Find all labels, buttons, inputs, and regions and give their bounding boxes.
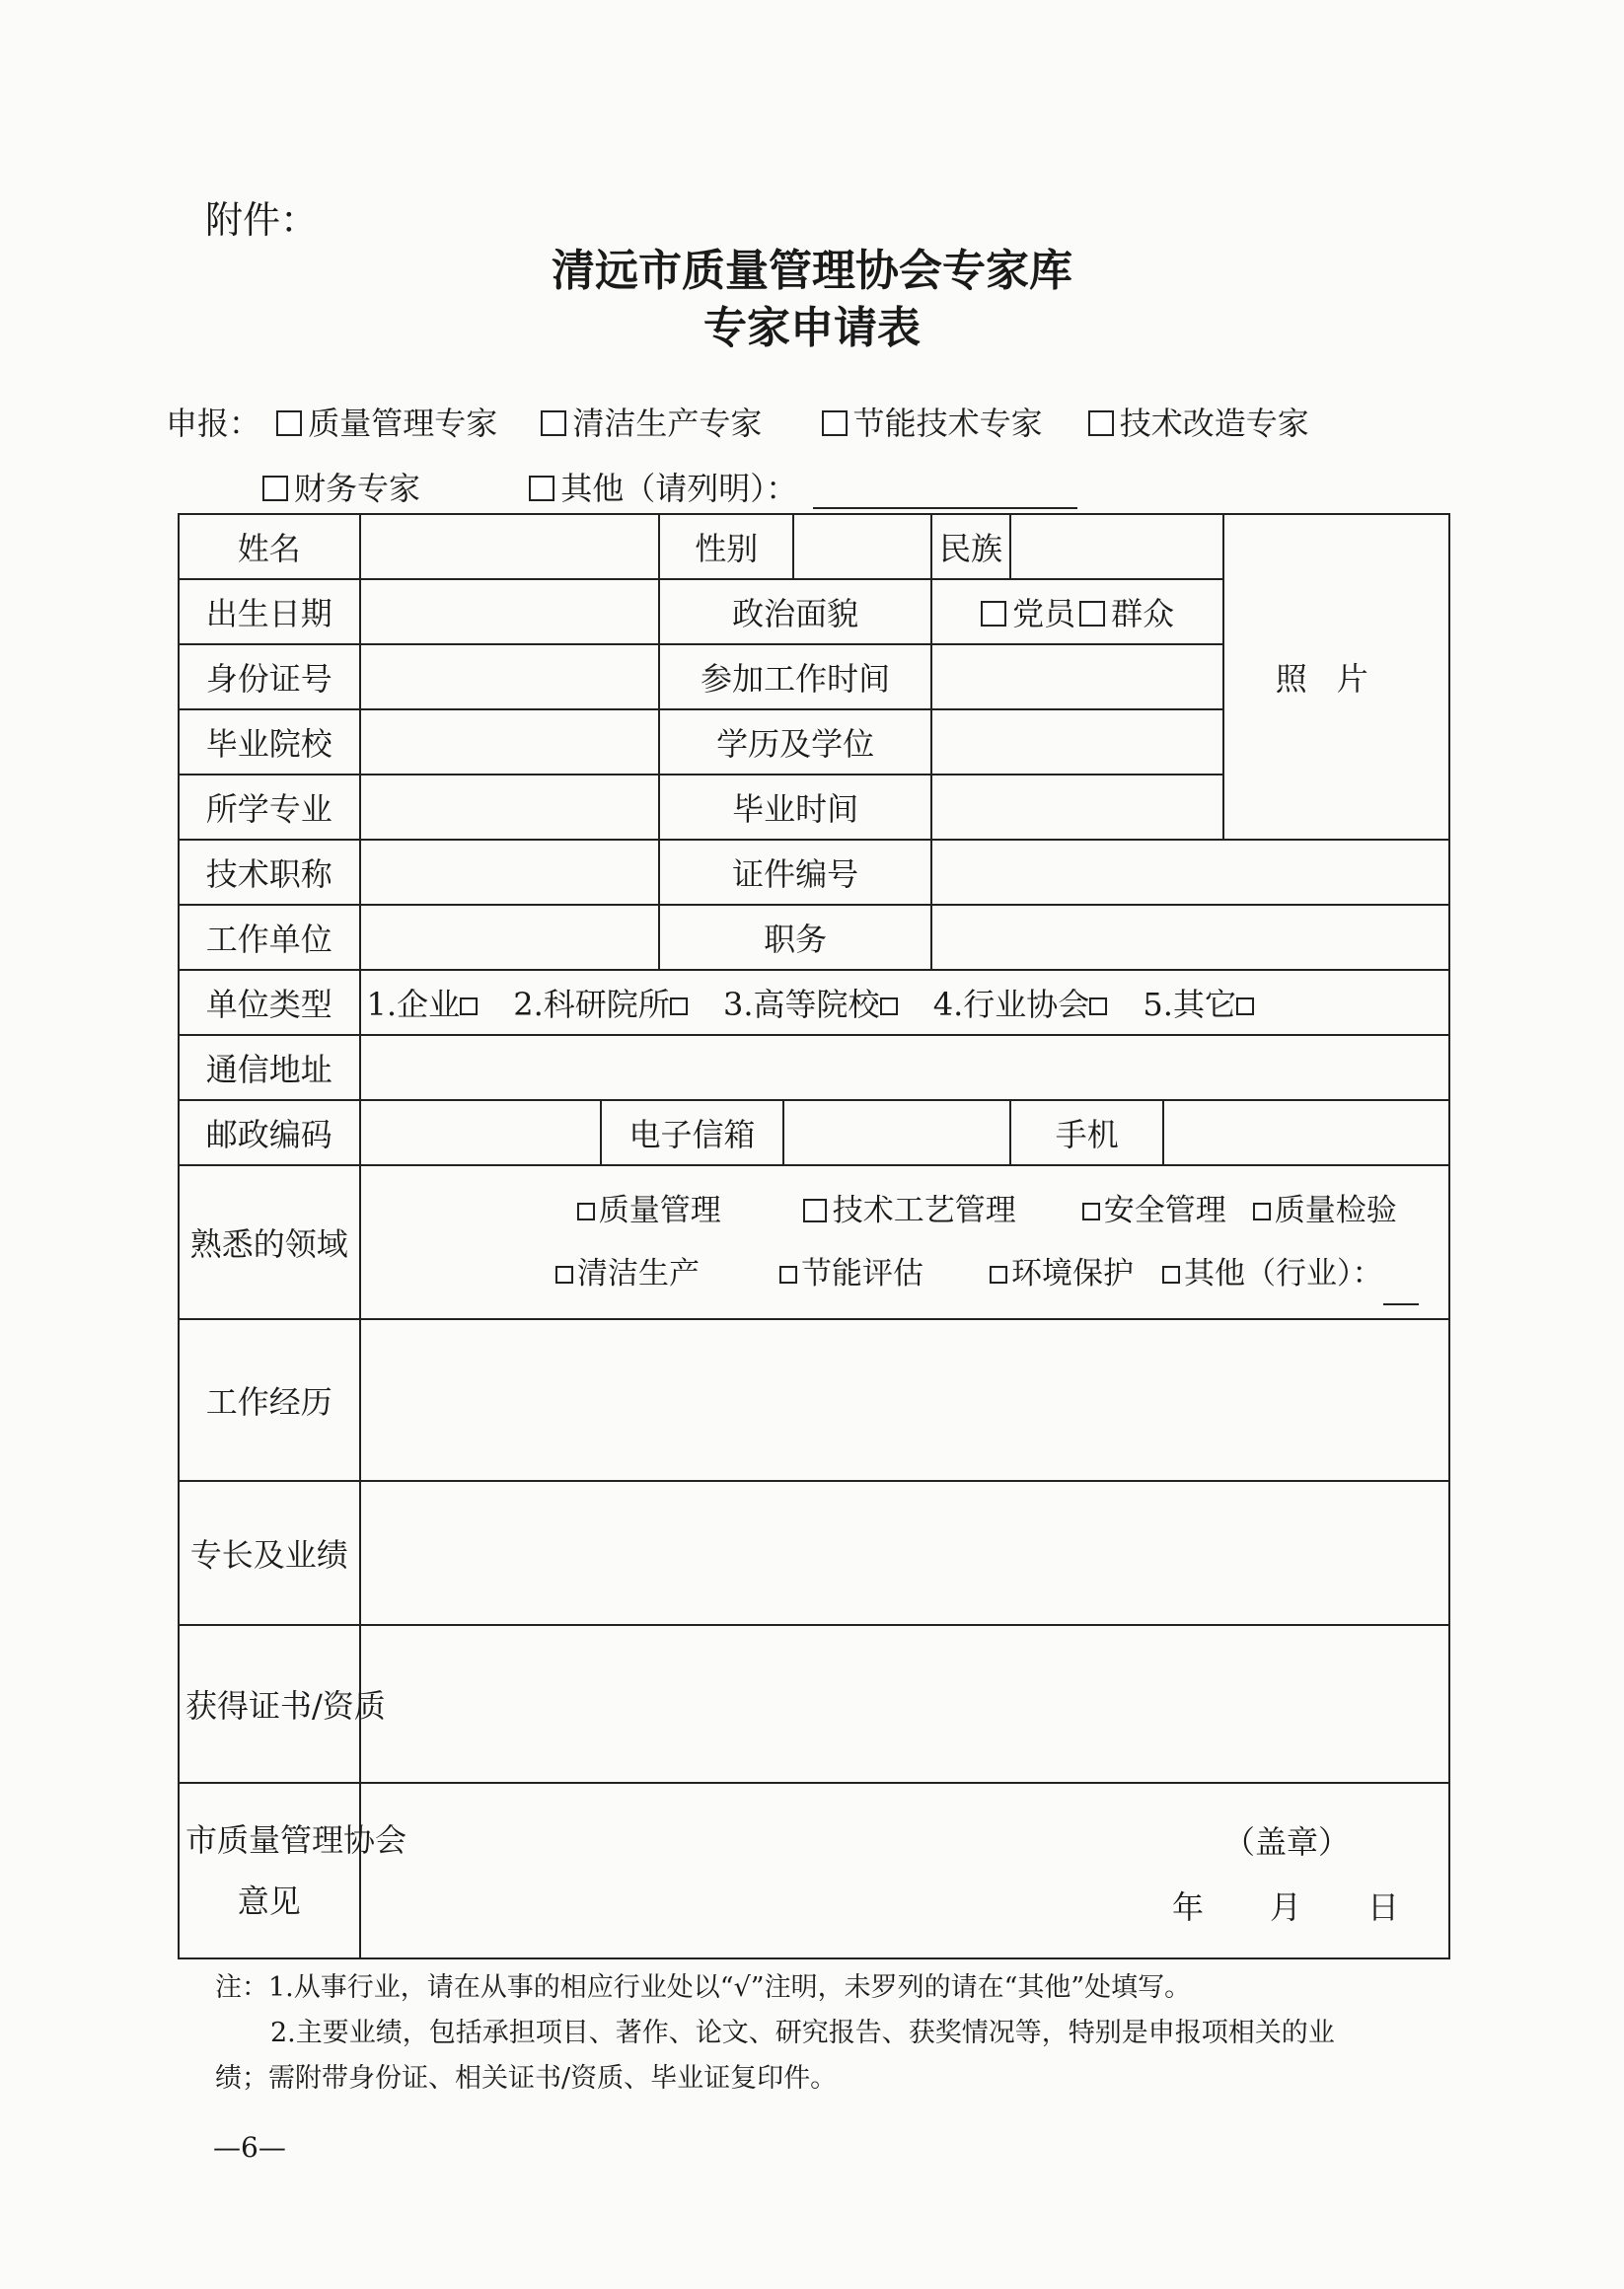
seal-text: （盖章） — [1222, 1823, 1350, 1861]
note-2: 2.主要业绩，包括承担项目、著作、论文、研究报告、获奖情况等，特别是申报项相关的业 — [270, 2018, 1335, 2048]
input-major[interactable] — [360, 775, 660, 840]
input-email[interactable] — [783, 1100, 1010, 1165]
input-id-number[interactable] — [360, 644, 660, 709]
input-birth-date[interactable] — [360, 579, 660, 644]
declare-row-2 — [262, 464, 1077, 509]
label-political-status: 政治面貌 — [659, 579, 930, 644]
input-school[interactable] — [360, 709, 660, 775]
input-gender[interactable] — [793, 514, 931, 579]
unit-type-option: 5.其它 — [1143, 986, 1236, 1023]
application-table — [178, 513, 1450, 1959]
label-unit-type: 单位类型 — [179, 970, 360, 1035]
opinion-area[interactable] — [360, 1783, 1449, 1958]
label-email: 电子信箱 — [601, 1100, 783, 1165]
label-position: 职务 — [659, 905, 930, 970]
label-degree: 学历及学位 — [659, 709, 930, 775]
field-option: 技术工艺管理 — [832, 1193, 1016, 1228]
unit-type-option: 4.行业协会 — [932, 986, 1090, 1023]
input-cert-no[interactable] — [931, 840, 1449, 905]
label-work-start: 参加工作时间 — [659, 644, 930, 709]
label-opinion — [179, 1783, 407, 1958]
checkbox[interactable] — [460, 997, 478, 1015]
checkbox[interactable] — [1082, 1203, 1100, 1220]
page-number: —6— — [213, 2131, 286, 2164]
input-work-start[interactable] — [931, 644, 1224, 709]
label-expertise-text: 专长及业绩 — [189, 1536, 348, 1574]
field-option: 其他（行业）： — [1184, 1256, 1383, 1292]
unit-type-option: 3.高等院校 — [722, 986, 880, 1023]
checkbox[interactable] — [670, 997, 688, 1015]
checkbox[interactable] — [262, 476, 288, 501]
checkbox[interactable] — [276, 410, 302, 436]
input-name[interactable] — [360, 514, 660, 579]
label-certificates — [179, 1625, 386, 1783]
opinion-label-line1: 市质量管理协会 — [185, 1821, 407, 1859]
checkbox[interactable] — [822, 410, 848, 436]
label-postcode: 邮政编码 — [179, 1100, 360, 1165]
input-experience[interactable] — [360, 1319, 1449, 1481]
checkbox-masses[interactable] — [1079, 601, 1105, 627]
field-option: 安全管理 — [1103, 1193, 1226, 1228]
declare-option: 财务专家 — [294, 470, 421, 507]
note-2-continued: 绩；需附带身份证、相关证书/资质、毕业证复印件。 — [215, 2063, 838, 2094]
input-expertise[interactable] — [360, 1481, 1449, 1625]
checkbox[interactable] — [1236, 997, 1254, 1015]
date-month: 月 — [1269, 1888, 1301, 1926]
label-name: 姓名 — [179, 514, 360, 579]
checkbox[interactable] — [990, 1266, 1007, 1284]
other-blank-line[interactable] — [813, 478, 1077, 509]
fields-options — [360, 1165, 1449, 1319]
label-employer: 工作单位 — [179, 905, 360, 970]
label-major: 所学专业 — [179, 775, 360, 840]
field-option: 质量检验 — [1274, 1193, 1397, 1228]
checkbox[interactable] — [1162, 1266, 1180, 1284]
notes — [215, 1965, 1458, 2102]
unit-type-options — [360, 970, 1449, 1035]
photo-label: 照片 — [1275, 660, 1398, 698]
label-experience-text: 工作经历 — [205, 1383, 332, 1421]
label-fields-text: 熟悉的领域 — [189, 1225, 348, 1263]
checkbox[interactable] — [803, 1199, 827, 1222]
label-grad-time: 毕业时间 — [659, 775, 930, 840]
input-mobile[interactable] — [1163, 1100, 1449, 1165]
checkbox[interactable] — [779, 1266, 797, 1284]
declare-option: 质量管理专家 — [308, 405, 498, 442]
field-option: 环境保护 — [1011, 1256, 1135, 1292]
label-birth-date: 出生日期 — [179, 579, 360, 644]
checkbox[interactable] — [541, 410, 566, 436]
checkbox[interactable] — [880, 997, 898, 1015]
checkbox[interactable] — [1253, 1203, 1271, 1220]
input-grad-time[interactable] — [931, 775, 1224, 840]
label-fields — [179, 1165, 360, 1319]
label-school: 毕业院校 — [179, 709, 360, 775]
checkbox[interactable] — [577, 1203, 595, 1220]
attachment-label: 附件： — [205, 198, 319, 242]
input-title[interactable] — [360, 840, 660, 905]
label-cert-no: 证件编号 — [659, 840, 930, 905]
field-option: 节能评估 — [801, 1256, 924, 1292]
input-degree[interactable] — [931, 709, 1224, 775]
input-ethnicity[interactable] — [1010, 514, 1223, 579]
photo-box[interactable] — [1223, 514, 1449, 840]
label-address: 通信地址 — [179, 1035, 360, 1100]
label-expertise — [179, 1481, 360, 1625]
field-option: 清洁生产 — [577, 1256, 701, 1292]
date-day: 日 — [1366, 1888, 1399, 1926]
input-address[interactable] — [360, 1035, 1449, 1100]
form-title: 清远市质量管理协会专家库 — [552, 246, 1072, 296]
date-year: 年 — [1172, 1888, 1205, 1926]
field-option: 质量管理 — [598, 1193, 721, 1228]
checkbox[interactable] — [1089, 997, 1107, 1015]
input-postcode[interactable] — [360, 1100, 602, 1165]
unit-type-option: 1.企业 — [366, 986, 461, 1023]
checkbox[interactable] — [1088, 410, 1114, 436]
declare-option: 清洁生产专家 — [572, 405, 763, 442]
form-subtitle: 专家申请表 — [703, 303, 921, 353]
input-certificates[interactable] — [360, 1625, 1449, 1783]
unit-type-option: 2.科研院所 — [513, 986, 670, 1023]
checkbox[interactable] — [555, 1266, 573, 1284]
declare-row-1 — [166, 399, 1309, 444]
opinion-label-line2: 意见 — [237, 1883, 301, 1920]
declare-option: 节能技术专家 — [852, 405, 1043, 442]
option-masses: 群众 — [1111, 595, 1175, 632]
label-ethnicity: 民族 — [931, 514, 1011, 579]
input-employer[interactable] — [360, 905, 660, 970]
declare-label: 申报： — [166, 405, 261, 442]
label-experience — [179, 1319, 360, 1481]
label-id-number: 身份证号 — [179, 644, 360, 709]
checkbox[interactable] — [529, 476, 554, 501]
label-title: 技术职称 — [179, 840, 360, 905]
date-line — [1172, 1883, 1399, 1928]
other-field-blank[interactable] — [1383, 1280, 1419, 1305]
option-party-member: 党员 — [1012, 595, 1076, 632]
political-options — [931, 579, 1224, 644]
note-1: 注：1.从事行业，请在从事的相应行业处以“√”注明，未罗列的请在“其他”处填写。 — [215, 1972, 1192, 2003]
declare-option: 技术改造专家 — [1119, 405, 1309, 442]
checkbox-party-member[interactable] — [981, 601, 1006, 627]
label-mobile: 手机 — [1010, 1100, 1163, 1165]
label-certificates-text: 获得证书/资质 — [185, 1687, 386, 1725]
declare-option: 其他（请列明）： — [560, 470, 798, 507]
input-position[interactable] — [931, 905, 1449, 970]
label-gender: 性别 — [659, 514, 793, 579]
